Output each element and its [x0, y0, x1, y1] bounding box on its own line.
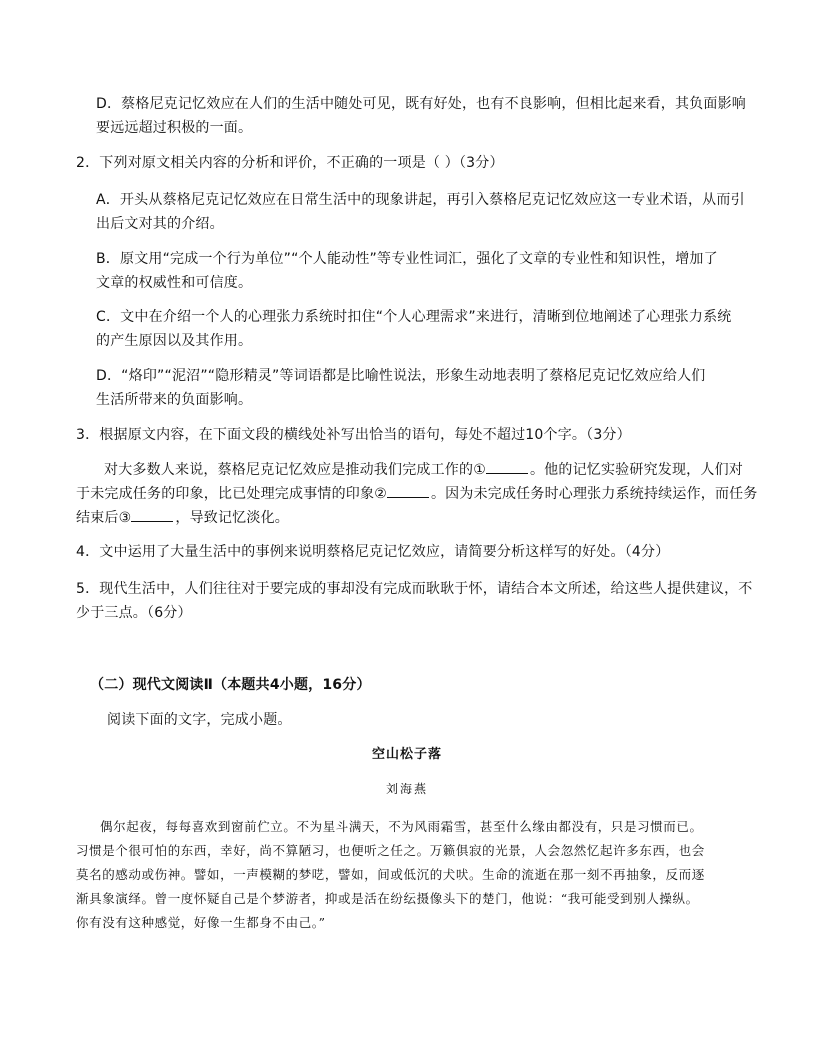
q3-text: 结束后 [76, 510, 119, 526]
q4-stem: 4．文中运用了大量生活中的事例来说明蔡格尼克记忆效应，请简要分析这样写的好处。（4分） [76, 544, 670, 560]
q2-stem: 2．下列对原文相关内容的分析和评价，不正确的一项是（ ）（3分） [76, 155, 504, 171]
section-title: （二）现代文阅读Ⅱ（本题共4小题，16分） [90, 677, 371, 693]
q1-option-d-line1: D．蔡格尼克记忆效应在人们的生活中随处可见，既有好处，也有不良影响，但相比起来看，其负面影响 [96, 96, 746, 112]
essay-author: 刘海燕 [386, 782, 429, 796]
essay-paragraph-line4: 渐具象演绎。曾一度怀疑自己是个梦游者，抑或是活在纷纭摄像头下的楚门，他说：“我可能受到别人操纵。 [76, 891, 699, 906]
q3-text: 于未完成任务的印象，比已处理完成事情的印象 [76, 486, 375, 502]
q2-option-d-line2: 生活所带来的负面影响。 [96, 392, 253, 408]
q3-text: 。他的记忆实验研究发现，人们对 [529, 462, 743, 478]
q5-line2: 少于三点。（6分） [76, 605, 192, 621]
q5-line1: 5．现代生活中，人们往往对于要完成的事却没有完成而耿耿于怀，请结合本文所述，给这些人提供建议，不 [76, 581, 753, 597]
answer-blank-2[interactable] [387, 483, 429, 498]
essay-paragraph-line3: 莫名的感动或伤神。譬如，一声模糊的梦呓，譬如，间或低沉的犬吠。生命的流逝在那一刻不再抽象，反而逐 [76, 867, 705, 882]
q2-option-b-line1: B．原文用“完成一个行为单位”“个人能动性”等专业性词汇，强化了文章的专业性和知识性，增加了 [96, 251, 718, 267]
q3-passage-line3 [76, 506, 289, 530]
blank-marker: ③ [118, 510, 132, 526]
q3-text: ，导致记忆淡化。 [175, 510, 289, 526]
q3-passage-line1 [104, 458, 743, 482]
q2-option-c-line2: 的产生原因以及其作用。 [96, 333, 253, 349]
q1-option-d-line2: 要远远超过积极的一面。 [96, 120, 253, 136]
q2-option-a-line2: 出后文对其的介绍。 [96, 216, 224, 232]
q3-text: 。因为未完成任务时心理张力系统持续运作，而任务 [430, 486, 758, 502]
q3-stem: 3．根据原文内容，在下面文段的横线处补写出恰当的语句，每处不超过10个字。（3分） [76, 427, 631, 443]
answer-blank-3[interactable] [131, 507, 173, 522]
q2-option-c-line1: C．文中在介绍一个人的心理张力系统时扣住“个人心理需求”来进行，清晰到位地阐述了心理张力系统 [96, 309, 732, 325]
essay-paragraph-line2: 习惯是个很可怕的东西，幸好，尚不算陋习，也便听之任之。万籁俱寂的光景，人会忽然忆起许多东西，也会 [76, 843, 705, 858]
blank-marker: ② [374, 486, 387, 502]
essay-paragraph-line5: 你有没有这种感觉，好像一生都身不由己。” [76, 915, 326, 930]
blank-marker: ① [473, 462, 486, 478]
q3-passage-line2 [76, 482, 758, 506]
essay-title: 空山松子落 [372, 747, 443, 762]
reading-instruction: 阅读下面的文字，完成小题。 [107, 712, 292, 728]
q2-option-b-line2: 文章的权威性和可信度。 [96, 275, 253, 291]
q2-option-a-line1: A．开头从蔡格尼克记忆效应在日常生活中的现象讲起，再引入蔡格尼克记忆效应这一专业术语，从而引 [96, 192, 745, 208]
essay-paragraph-line1: 偶尔起夜，每每喜欢到窗前伫立。不为星斗满天，不为风雨霜雪，甚至什么缘由都没有，只是习惯而已。 [100, 819, 703, 834]
answer-blank-1[interactable] [486, 459, 528, 474]
q3-text: 对大多数人来说，蔡格尼克记忆效应是推动我们完成工作的 [104, 462, 474, 478]
q2-option-d-line1: D．“烙印”“泥沼”“隐形精灵”等词语都是比喻性说法，形象生动地表明了蔡格尼克记忆效应给人们 [96, 368, 706, 384]
